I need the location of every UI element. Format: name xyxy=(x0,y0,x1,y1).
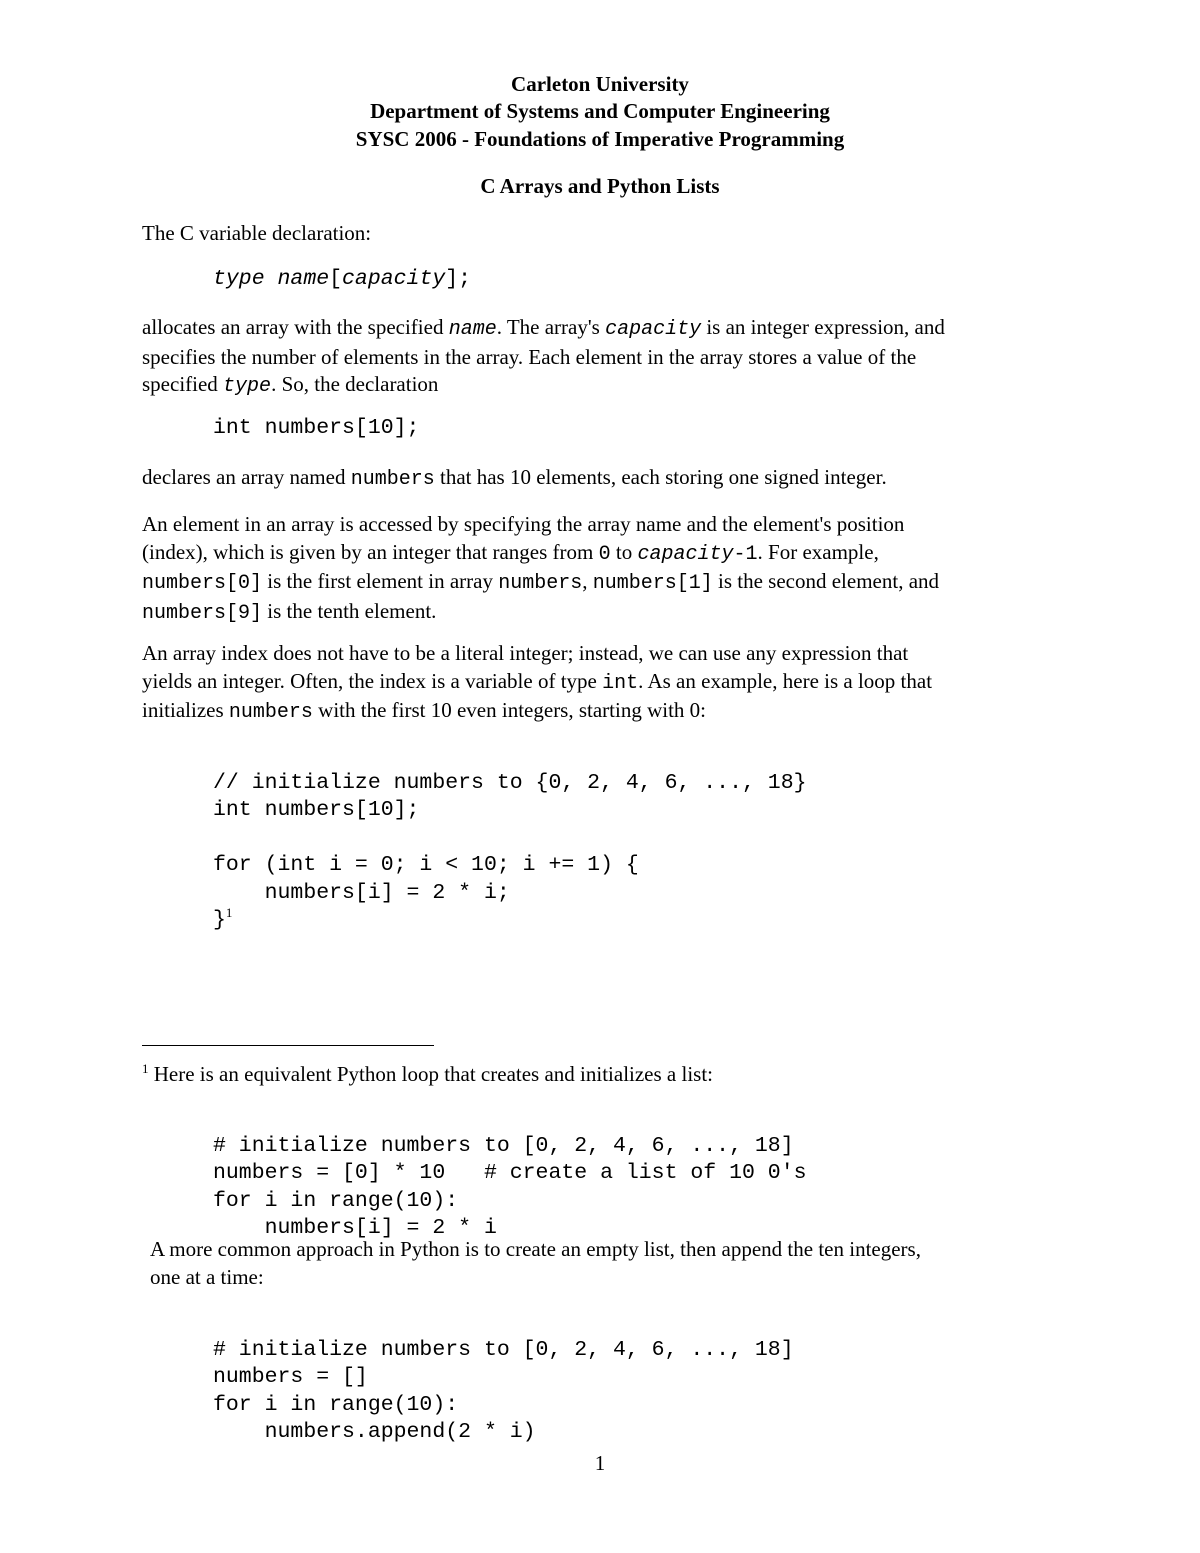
py-code-line: # initialize numbers to [0, 2, 4, 6, ..., 18] xyxy=(213,1337,794,1362)
footnote-mark: 1 xyxy=(142,1061,149,1076)
p4-line1: An element in an array is accessed by specifying the array name and the element's position xyxy=(142,512,905,536)
p5-text-3b: with the first 10 even integers, starting with 0: xyxy=(312,698,707,722)
p2-text-1: allocates an array with the specified xyxy=(142,315,449,339)
py-code-line: # initialize numbers to [0, 2, 4, 6, ..., 18] xyxy=(213,1133,794,1158)
declaration-explanation xyxy=(142,464,1042,494)
p2-line3 xyxy=(142,371,1042,401)
p4-text-4: is the tenth element. xyxy=(262,598,437,623)
c-code-line: // initialize numbers to {0, 2, 4, 6, ..., 18} xyxy=(213,770,807,795)
py-code-line: numbers = [] xyxy=(213,1365,368,1389)
footnote-separator xyxy=(142,1045,434,1046)
declaration-code xyxy=(213,266,471,294)
p4-numbers-9: numbers[9] xyxy=(142,601,263,625)
decl-name: name xyxy=(277,267,330,291)
c-code-closing-brace: } xyxy=(213,908,226,932)
fn-para-line2: one at a time: xyxy=(150,1264,264,1289)
p5-line2 xyxy=(142,668,1042,698)
decl-capacity: capacity xyxy=(342,267,446,291)
decl-space xyxy=(265,267,278,291)
p5-line3 xyxy=(142,697,1042,727)
c-code-line: numbers[i] = 2 * i; xyxy=(213,880,510,905)
footnote-reference[interactable]: 1 xyxy=(225,904,233,920)
p2-name: name xyxy=(448,318,497,341)
fn-para-line1: A more common approach in Python is to create an empty list, then append the ten integers, xyxy=(150,1237,921,1261)
p2-capacity: capacity xyxy=(605,318,702,341)
p2-text-5: specified xyxy=(142,372,224,396)
c-code-line: for (int i = 0; i < 10; i += 1) { xyxy=(213,853,639,877)
c-code-blank-line xyxy=(213,825,807,853)
footnote-text: Here is an equivalent Python loop that creates and initializes a list: xyxy=(148,1062,714,1086)
py-code-line: for i in range(10): xyxy=(213,1392,459,1417)
python-append-paragraph xyxy=(150,1236,1050,1291)
course-title: SYSC 2006 - Foundations of Imperative Programming xyxy=(355,127,845,151)
department-name: Department of Systems and Computer Engineering xyxy=(370,99,830,123)
p4-line3 xyxy=(142,568,1042,598)
p2-text-3: is an integer expression, and xyxy=(701,315,945,339)
array-index-paragraph xyxy=(142,640,1042,727)
p4-zero: 0 xyxy=(598,542,611,566)
p5-line1: An array index does not have to be a literal integer; instead, we can use any expression that xyxy=(142,641,909,665)
p4-numbers-1: numbers[1] xyxy=(592,572,713,595)
p2-line2: specifies the number of elements in the array. Each element in the array stores a value of the xyxy=(142,344,917,369)
p4-minus-one: -1 xyxy=(733,542,758,566)
p5-int: int xyxy=(602,671,639,695)
py-code-line: numbers = [0] * 10 # create a list of 10 0's xyxy=(213,1161,807,1185)
p4-text-2a: (index), which is given by an integer that ranges from xyxy=(142,539,599,564)
p2-type: type xyxy=(223,375,272,398)
p4-capacity: capacity xyxy=(637,542,734,566)
p4-text-2b: to xyxy=(610,539,638,564)
page-number: 1 xyxy=(594,1451,606,1475)
footnote-intro xyxy=(142,1061,713,1088)
p5-numbers: numbers xyxy=(228,701,313,724)
decl-close: ]; xyxy=(445,267,472,291)
p5-text-2b: . As an example, here is a loop that xyxy=(638,668,933,693)
p5-text-3a: initializes xyxy=(142,698,229,722)
p4-line4 xyxy=(142,598,1042,628)
p4-line2 xyxy=(142,539,1042,569)
py-code-line: for i in range(10): xyxy=(213,1188,459,1213)
py-code-line: numbers.append(2 * i) xyxy=(213,1420,536,1444)
c-loop-code xyxy=(213,742,807,962)
p3-text-2: that has 10 elements, each storing one signed integer. xyxy=(434,465,887,489)
decl-type: type xyxy=(213,267,265,291)
p4-numbers-0: numbers[0] xyxy=(142,572,263,595)
p4-text-3b: , xyxy=(582,569,593,593)
c-code-line xyxy=(213,904,807,935)
p3-text-1: declares an array named xyxy=(142,465,351,489)
p2-text-2: . The array's xyxy=(496,315,606,339)
decl-open-bracket: [ xyxy=(329,267,343,291)
p2-line1 xyxy=(142,314,1042,344)
p4-text-3a: is the first element in array xyxy=(262,569,499,593)
c-code-line: int numbers[10]; xyxy=(213,798,420,822)
p3-numbers: numbers xyxy=(350,468,435,491)
p4-text-3c: is the second element, and xyxy=(712,569,940,593)
p4-text-2c: . For example, xyxy=(757,539,879,564)
py-code-line: numbers[i] = 2 * i xyxy=(213,1216,497,1240)
p2-text-6: . So, the declaration xyxy=(271,372,439,396)
element-access-paragraph xyxy=(142,511,1042,627)
numbers-declaration-code: int numbers[10]; xyxy=(213,416,420,440)
p5-text-2a: yields an integer. Often, the index is a variable of type xyxy=(142,668,603,693)
document-title: C Arrays and Python Lists xyxy=(480,174,720,198)
python-append-code xyxy=(213,1309,794,1474)
intro-paragraph: The C variable declaration: xyxy=(142,221,372,245)
array-description-paragraph xyxy=(142,314,1042,401)
p4-numbers: numbers xyxy=(498,572,583,595)
university-name: Carleton University xyxy=(511,72,689,96)
